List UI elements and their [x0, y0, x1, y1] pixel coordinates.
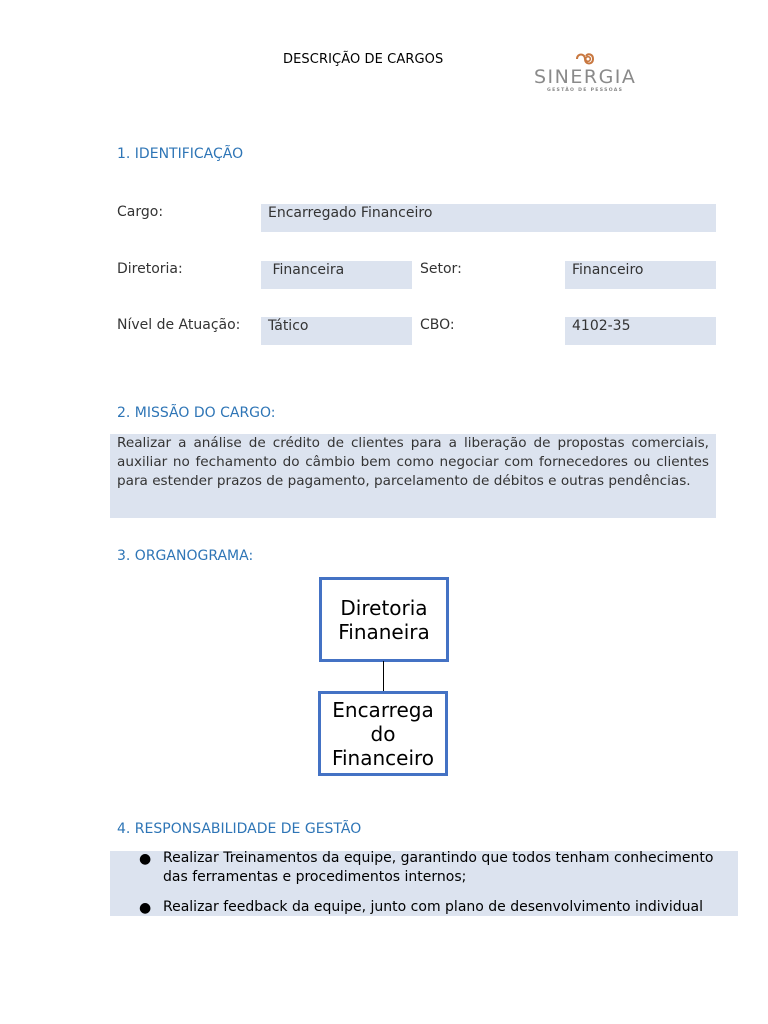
section-responsabilidade-heading: 4. RESPONSABILIDADE DE GESTÃO	[117, 821, 362, 837]
logo-name: SINERGIA	[534, 66, 637, 88]
sinergia-logo	[534, 50, 638, 96]
org-box-encarregado: Encarrega do Financeiro	[318, 691, 448, 776]
setor-field: Financeiro	[565, 261, 716, 289]
section-missao-heading: 2. MISSÃO DO CARGO:	[117, 405, 276, 421]
cbo-field: 4102-35	[565, 317, 716, 345]
list-item: Realizar Treinamentos da equipe, garantindo que todos tenham conhecimento das ferramentas e procedimentos internos;	[163, 850, 714, 885]
setor-label: Setor:	[420, 261, 462, 277]
list-item: Realizar feedback da equipe, junto com plano de desenvolvimento individual	[163, 899, 703, 915]
cargo-label: Cargo:	[117, 204, 164, 220]
nivel-atuacao-label: Nível de Atuação:	[117, 317, 241, 333]
cbo-label: CBO:	[420, 317, 455, 333]
document-title: DESCRIÇÃO DE CARGOS	[283, 52, 444, 67]
section-identificacao-heading: 1. IDENTIFICAÇÃO	[117, 146, 244, 162]
org-connector-line	[383, 661, 384, 694]
cargo-field: Encarregado Financeiro	[261, 204, 716, 232]
bullet-icon: ●	[139, 900, 152, 916]
bullet-icon: ●	[139, 851, 152, 867]
section-organograma-heading: 3. ORGANOGRAMA:	[117, 548, 254, 564]
org-box-diretoria: Diretoria Finaneira	[319, 577, 449, 662]
responsabilidade-list	[110, 851, 738, 916]
missao-text: Realizar a análise de crédito de clientes para a liberação de propostas comerciais, auxiliar no fechamento do câmbio bem como negociar com fornecedores ou clientes para estender prazos de pagamento, parcelamento de débitos e outras pendências.	[110, 434, 716, 518]
logo-subtitle: GESTÃO DE PESSOAS	[547, 88, 624, 93]
diretoria-field: Financeira	[261, 261, 412, 289]
nivel-atuacao-field: Tático	[261, 317, 412, 345]
diretoria-label: Diretoria:	[117, 261, 183, 277]
